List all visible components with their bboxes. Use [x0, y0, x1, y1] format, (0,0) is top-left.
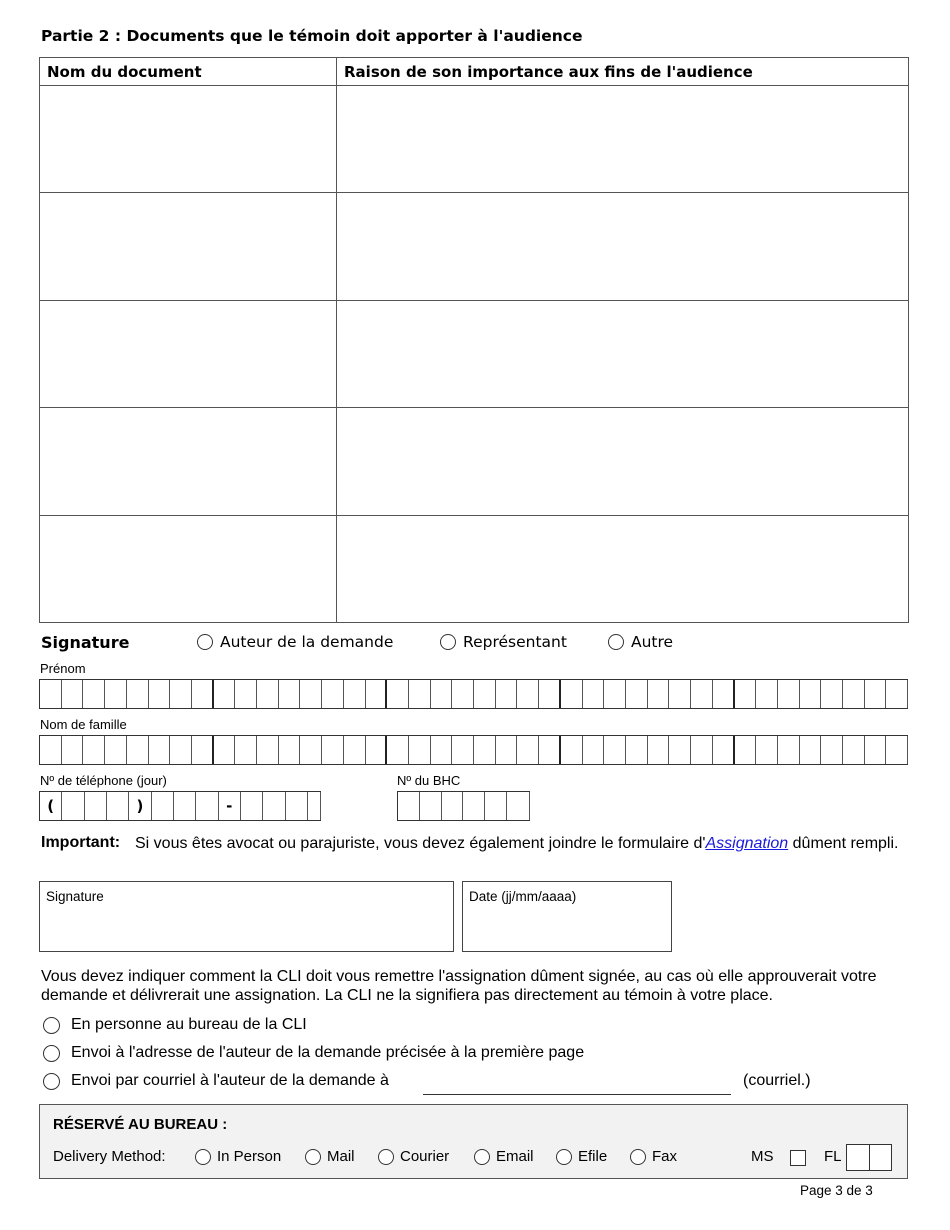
first-name-char-cell[interactable] — [539, 680, 561, 708]
role-label: Auteur de la demande — [220, 633, 394, 651]
date-box-label: Date (jj/mm/aaaa) — [469, 889, 577, 904]
first-name-char-cell[interactable] — [279, 680, 301, 708]
last-name-char-cell[interactable] — [604, 736, 626, 764]
last-name-char-cell[interactable] — [691, 736, 713, 764]
phone-digit-cell[interactable] — [286, 792, 308, 820]
delivery-method-courier[interactable] — [378, 1148, 449, 1165]
ms-label: MS — [751, 1148, 774, 1165]
role-option-representative[interactable] — [440, 633, 567, 651]
last-name-char-cell[interactable] — [778, 736, 800, 764]
role-label: Autre — [631, 633, 674, 651]
first-name-char-cell[interactable] — [626, 680, 648, 708]
delivery-method-efile[interactable] — [556, 1148, 607, 1165]
column-header-document-name: Nom du document — [40, 58, 337, 86]
delivery-method-text: In Person — [217, 1148, 282, 1165]
first-name-char-cell[interactable] — [496, 680, 518, 708]
last-name-char-cell[interactable] — [387, 736, 409, 764]
phone-digit-cell[interactable] — [152, 792, 174, 820]
importance-reason-cell[interactable] — [337, 408, 909, 515]
role-label: Représentant — [463, 633, 567, 651]
last-name-char-cell[interactable] — [713, 736, 735, 764]
radio-button[interactable] — [556, 1149, 572, 1165]
first-name-char-cell[interactable] — [322, 680, 344, 708]
first-name-char-cell[interactable] — [170, 680, 192, 708]
document-name-cell[interactable] — [40, 408, 337, 515]
phone-digit-cell[interactable] — [107, 792, 129, 820]
last-name-char-cell[interactable] — [517, 736, 539, 764]
last-name-char-cell[interactable] — [409, 736, 431, 764]
first-name-label: Prénom — [40, 661, 86, 676]
table-row — [40, 515, 909, 622]
first-name-char-cell[interactable] — [235, 680, 257, 708]
delivery-option-label: Envoi à l'adresse de l'auteur de la demande précisée à la première page — [71, 1044, 585, 1061]
first-name-char-cell[interactable] — [843, 680, 865, 708]
radio-button[interactable] — [43, 1045, 60, 1062]
first-name-char-cell[interactable] — [127, 680, 149, 708]
delivery-option-label: Envoi par courriel à l'auteur de la demande à — [71, 1072, 389, 1089]
bhc-digit-cell[interactable] — [485, 792, 507, 820]
office-use-panel — [39, 1104, 908, 1179]
delivery-option-email[interactable] — [43, 1072, 389, 1090]
phone-digit-cell[interactable] — [196, 792, 218, 820]
first-name-char-cell[interactable] — [604, 680, 626, 708]
last-name-char-cell[interactable] — [886, 736, 908, 764]
delivery-option-label: En personne au bureau de la CLI — [71, 1016, 307, 1033]
radio-button[interactable] — [197, 634, 213, 650]
first-name-char-cell[interactable] — [431, 680, 453, 708]
last-name-char-cell[interactable] — [235, 736, 257, 764]
first-name-char-cell[interactable] — [474, 680, 496, 708]
fl-label: FL — [824, 1148, 842, 1165]
bhc-number-input[interactable] — [397, 791, 530, 821]
first-name-char-cell[interactable] — [735, 680, 757, 708]
delivery-method-fax[interactable] — [630, 1148, 677, 1165]
delivery-method-text: Courier — [400, 1148, 450, 1165]
signature-box-label: Signature — [46, 889, 104, 904]
radio-button[interactable] — [630, 1149, 646, 1165]
page-number: Page 3 de 3 — [800, 1183, 873, 1198]
fl-input[interactable] — [846, 1144, 892, 1171]
delivery-method-text: Efile — [578, 1148, 608, 1165]
important-text-before: Si vous êtes avocat ou parajuriste, vous devez également joindre le formulaire d' — [135, 835, 706, 852]
first-name-char-cell[interactable] — [83, 680, 105, 708]
delivery-method-email[interactable] — [474, 1148, 534, 1165]
radio-button[interactable] — [43, 1073, 60, 1090]
last-name-char-cell[interactable] — [149, 736, 171, 764]
last-name-char-cell[interactable] — [561, 736, 583, 764]
last-name-char-cell[interactable] — [170, 736, 192, 764]
phone-label: Nº de téléphone (jour) — [40, 773, 167, 788]
last-name-char-cell[interactable] — [344, 736, 366, 764]
first-name-char-cell[interactable] — [387, 680, 409, 708]
first-name-char-cell[interactable] — [344, 680, 366, 708]
table-row — [40, 86, 909, 193]
last-name-char-cell[interactable] — [496, 736, 518, 764]
radio-button[interactable] — [608, 634, 624, 650]
first-name-char-cell[interactable] — [40, 680, 62, 708]
email-input-line[interactable] — [423, 1094, 731, 1095]
ms-checkbox[interactable] — [790, 1150, 806, 1166]
delivery-method-in-person[interactable] — [195, 1148, 281, 1165]
last-name-char-cell[interactable] — [214, 736, 236, 764]
delivery-method-text: Fax — [652, 1148, 678, 1165]
documents-table — [39, 57, 909, 623]
last-name-char-cell[interactable] — [865, 736, 887, 764]
bhc-digit-cell[interactable] — [507, 792, 530, 820]
phone-digit-cell[interactable] — [174, 792, 196, 820]
first-name-char-cell[interactable] — [865, 680, 887, 708]
last-name-char-cell[interactable] — [800, 736, 822, 764]
first-name-char-cell[interactable] — [800, 680, 822, 708]
document-name-cell[interactable] — [40, 193, 337, 300]
importance-reason-cell[interactable] — [337, 300, 909, 407]
first-name-char-cell[interactable] — [105, 680, 127, 708]
radio-button[interactable] — [440, 634, 456, 650]
phone-input[interactable] — [39, 791, 321, 821]
bhc-digit-cell[interactable] — [463, 792, 485, 820]
delivery-option-in-person[interactable] — [43, 1016, 307, 1034]
last-name-char-cell[interactable] — [648, 736, 670, 764]
first-name-char-cell[interactable] — [886, 680, 908, 708]
first-name-char-cell[interactable] — [669, 680, 691, 708]
last-name-char-cell[interactable] — [474, 736, 496, 764]
first-name-char-cell[interactable] — [192, 680, 214, 708]
phone-digit-cell[interactable] — [263, 792, 285, 820]
last-name-char-cell[interactable] — [62, 736, 84, 764]
part2-title: Partie 2 : Documents que le témoin doit apporter à l'audience — [41, 27, 583, 45]
importance-reason-cell[interactable] — [337, 515, 909, 622]
role-option-applicant[interactable] — [197, 633, 393, 651]
last-name-char-cell[interactable] — [300, 736, 322, 764]
last-name-char-cell[interactable] — [322, 736, 344, 764]
fl-cell[interactable] — [870, 1145, 892, 1170]
last-name-char-cell[interactable] — [83, 736, 105, 764]
first-name-char-cell[interactable] — [149, 680, 171, 708]
first-name-char-cell[interactable] — [300, 680, 322, 708]
last-name-char-cell[interactable] — [669, 736, 691, 764]
first-name-char-cell[interactable] — [366, 680, 388, 708]
last-name-char-cell[interactable] — [192, 736, 214, 764]
phone-close-paren: ) — [129, 792, 151, 820]
last-name-char-cell[interactable] — [583, 736, 605, 764]
bhc-digit-cell[interactable] — [442, 792, 464, 820]
delivery-instructions: Vous devez indiquer comment la CLI doit vous remettre l'assignation dûment signée, au cas où elle approuverait votre demande et délivrerait une assignation. La CLI ne la signifiera pas directement au témoin à votre place. — [41, 968, 877, 1004]
radio-button[interactable] — [305, 1149, 321, 1165]
table-header-row — [40, 58, 909, 86]
first-name-char-cell[interactable] — [257, 680, 279, 708]
important-label: Important: — [41, 834, 121, 851]
last-name-char-cell[interactable] — [257, 736, 279, 764]
last-name-char-cell[interactable] — [626, 736, 648, 764]
delivery-method-text: Email — [496, 1148, 534, 1165]
radio-button[interactable] — [378, 1149, 394, 1165]
phone-open-paren: ( — [40, 792, 62, 820]
delivery-option-mail[interactable] — [43, 1044, 584, 1062]
date-box[interactable] — [462, 881, 672, 952]
last-name-char-cell[interactable] — [127, 736, 149, 764]
bhc-label: Nº du BHC — [397, 773, 461, 788]
last-name-char-cell[interactable] — [40, 736, 62, 764]
signature-heading: Signature — [41, 633, 130, 652]
fl-cell[interactable] — [847, 1145, 870, 1170]
role-option-other[interactable] — [608, 633, 673, 651]
email-suffix: (courriel.) — [743, 1072, 811, 1089]
last-name-char-cell[interactable] — [279, 736, 301, 764]
document-name-cell[interactable] — [40, 300, 337, 407]
importance-reason-cell[interactable] — [337, 193, 909, 300]
table-row — [40, 408, 909, 515]
first-name-char-cell[interactable] — [756, 680, 778, 708]
first-name-char-cell[interactable] — [517, 680, 539, 708]
phone-digit-cell[interactable] — [85, 792, 107, 820]
phone-dash: - — [219, 792, 241, 820]
first-name-char-cell[interactable] — [778, 680, 800, 708]
first-name-char-cell[interactable] — [648, 680, 670, 708]
first-name-char-cell[interactable] — [713, 680, 735, 708]
phone-digit-cell[interactable] — [62, 792, 84, 820]
first-name-char-cell[interactable] — [409, 680, 431, 708]
last-name-char-cell[interactable] — [105, 736, 127, 764]
last-name-char-cell[interactable] — [452, 736, 474, 764]
signature-box[interactable] — [39, 881, 454, 952]
assignation-link[interactable]: Assignation — [705, 835, 789, 852]
first-name-input[interactable] — [39, 679, 908, 709]
bhc-digit-cell[interactable] — [398, 792, 420, 820]
last-name-char-cell[interactable] — [431, 736, 453, 764]
delivery-method-text: Mail — [327, 1148, 355, 1165]
phone-digit-cell[interactable] — [241, 792, 263, 820]
radio-button[interactable] — [43, 1017, 60, 1034]
last-name-input[interactable] — [39, 735, 908, 765]
table-row — [40, 193, 909, 300]
important-text — [135, 834, 915, 853]
first-name-char-cell[interactable] — [821, 680, 843, 708]
radio-button[interactable] — [195, 1149, 211, 1165]
last-name-char-cell[interactable] — [756, 736, 778, 764]
first-name-char-cell[interactable] — [583, 680, 605, 708]
delivery-method-mail[interactable] — [305, 1148, 355, 1165]
radio-button[interactable] — [474, 1149, 490, 1165]
first-name-char-cell[interactable] — [691, 680, 713, 708]
document-name-cell[interactable] — [40, 515, 337, 622]
last-name-char-cell[interactable] — [735, 736, 757, 764]
table-row — [40, 300, 909, 407]
importance-reason-cell[interactable] — [337, 86, 909, 193]
first-name-char-cell[interactable] — [62, 680, 84, 708]
first-name-char-cell[interactable] — [561, 680, 583, 708]
phone-digit-cell[interactable] — [308, 792, 321, 820]
last-name-char-cell[interactable] — [366, 736, 388, 764]
office-use-title: RÉSERVÉ AU BUREAU : — [53, 1116, 228, 1133]
delivery-method-label: Delivery Method: — [53, 1148, 166, 1165]
last-name-char-cell[interactable] — [821, 736, 843, 764]
document-name-cell[interactable] — [40, 86, 337, 193]
last-name-label: Nom de famille — [40, 717, 127, 732]
column-header-importance-reason: Raison de son importance aux fins de l'audience — [337, 58, 909, 86]
last-name-char-cell[interactable] — [843, 736, 865, 764]
first-name-char-cell[interactable] — [452, 680, 474, 708]
first-name-char-cell[interactable] — [214, 680, 236, 708]
important-text-after: dûment rempli. — [788, 835, 899, 852]
last-name-char-cell[interactable] — [539, 736, 561, 764]
bhc-digit-cell[interactable] — [420, 792, 442, 820]
